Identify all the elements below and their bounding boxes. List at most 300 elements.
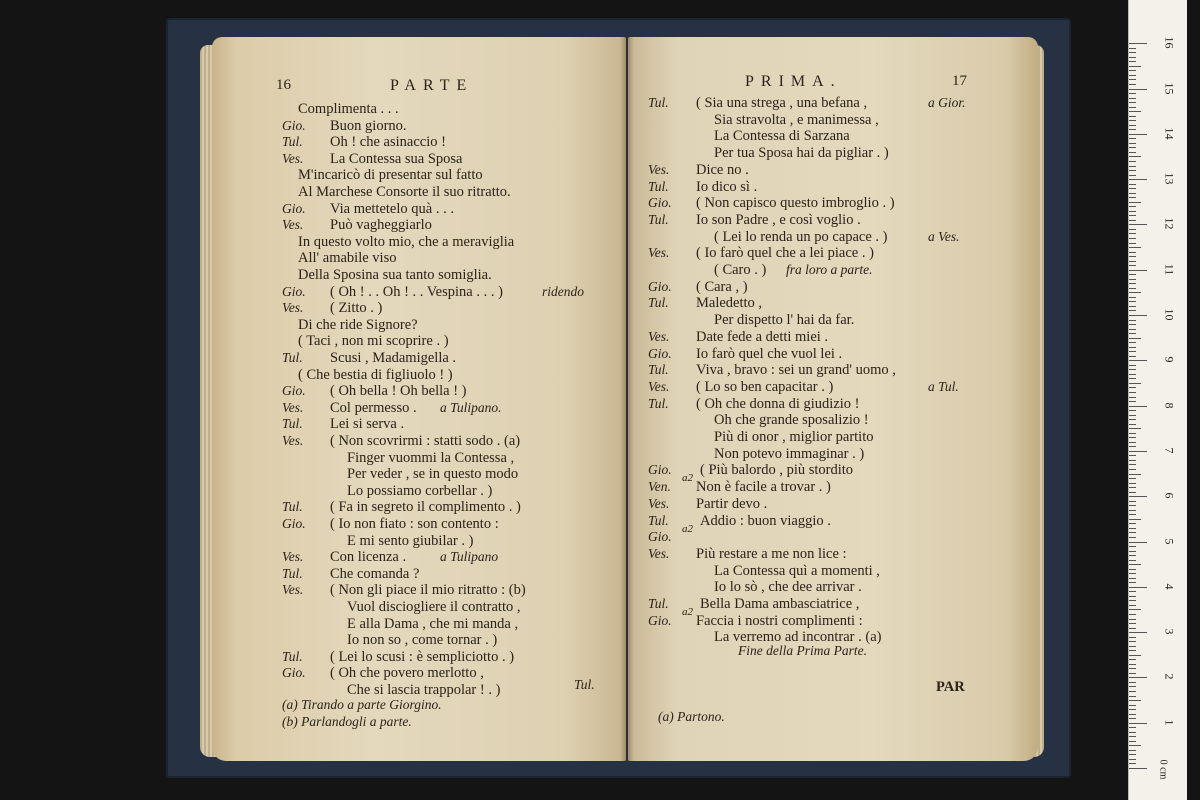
ruler-tick bbox=[1129, 519, 1141, 520]
ruler-tick bbox=[1129, 419, 1136, 420]
speaker-label: Ves. bbox=[648, 495, 670, 511]
ruler-tick bbox=[1129, 628, 1136, 629]
ruler-tick bbox=[1129, 338, 1141, 339]
stage-direction: a Ves. bbox=[928, 228, 960, 244]
ruler-tick bbox=[1129, 510, 1136, 511]
verse-line: Faccia i nostri complimenti : bbox=[696, 612, 863, 629]
ruler-tick bbox=[1129, 664, 1136, 665]
ruler-tick bbox=[1129, 383, 1141, 384]
verse-line: Io son Padre , e così voglio . bbox=[696, 211, 861, 228]
ruler-tick bbox=[1129, 283, 1136, 284]
speaker-label: Ven. bbox=[648, 479, 671, 495]
ruler-tick bbox=[1129, 505, 1136, 506]
speaker-label: Gio. bbox=[648, 278, 672, 294]
ruler-tick bbox=[1129, 487, 1136, 488]
ruler-tick bbox=[1129, 754, 1136, 755]
verse-line: ( Oh che donna di giudizio ! bbox=[696, 395, 860, 412]
ruler-tick bbox=[1129, 768, 1147, 769]
ruler-number: 5 bbox=[1162, 538, 1177, 544]
ruler-tick bbox=[1129, 48, 1136, 49]
ruler-tick bbox=[1129, 623, 1136, 624]
ruler-tick bbox=[1129, 279, 1136, 280]
ruler-tick bbox=[1129, 297, 1136, 298]
speaker-label: Tul. bbox=[648, 211, 669, 227]
speaker-label: Tul. bbox=[648, 95, 669, 110]
ruler-tick bbox=[1129, 523, 1136, 524]
ruler-tick bbox=[1129, 333, 1136, 334]
ruler-tick bbox=[1129, 238, 1136, 239]
running-header-left: PARTE bbox=[390, 77, 474, 94]
verse-line: Per dispetto l' hai da far. bbox=[714, 312, 855, 329]
speaker-label: Tul. bbox=[282, 648, 303, 664]
ruler-tick bbox=[1129, 619, 1136, 620]
ruler-tick bbox=[1129, 700, 1141, 701]
verse-line: ( Lei lo scusi : è sempliciotto . ) bbox=[330, 648, 515, 665]
ruler-number: 11 bbox=[1162, 263, 1177, 275]
ruler-tick bbox=[1129, 677, 1147, 678]
ruler-tick bbox=[1129, 116, 1136, 117]
verse-line: ( Oh bella ! Oh bella ! ) bbox=[330, 383, 467, 400]
ruler-tick bbox=[1129, 655, 1141, 656]
ruler-tick bbox=[1129, 659, 1136, 660]
ruler-tick bbox=[1129, 641, 1136, 642]
speaker-label: Ves. bbox=[282, 150, 304, 166]
verse-line: ( Cara , ) bbox=[696, 278, 748, 295]
ruler-tick bbox=[1129, 107, 1136, 108]
speaker-label: Ves. bbox=[648, 545, 670, 561]
ruler-number: 6 bbox=[1162, 492, 1177, 499]
ruler-tick bbox=[1129, 79, 1136, 80]
verse-line: Può vagheggiarlo bbox=[330, 217, 432, 234]
verse-line: Di che ride Signore? bbox=[298, 316, 418, 333]
ruler-tick bbox=[1129, 668, 1136, 669]
ruler-tick bbox=[1129, 365, 1136, 366]
ruler-tick bbox=[1129, 555, 1136, 556]
ruler-tick bbox=[1129, 175, 1136, 176]
ruler-tick bbox=[1129, 356, 1136, 357]
ruler-number: 1 bbox=[1162, 719, 1177, 726]
ruler-tick bbox=[1129, 270, 1147, 271]
speaker-label: Ves. bbox=[282, 549, 304, 565]
ruler-tick bbox=[1129, 691, 1136, 692]
ruler-tick bbox=[1129, 70, 1136, 71]
ruler-tick bbox=[1129, 727, 1136, 728]
verse-line: Bella Dama ambasciatrice , bbox=[700, 596, 860, 612]
ruler-tick bbox=[1129, 229, 1136, 230]
ruler-tick bbox=[1129, 143, 1136, 144]
verse-line: Della Sposina sua tanto somiglia. bbox=[298, 267, 492, 283]
verse-line: Sia stravolta , e manimessa , bbox=[714, 111, 879, 128]
a2-marker: a2 bbox=[682, 606, 693, 618]
speaker-label: Gio. bbox=[648, 529, 672, 545]
ruler-tick bbox=[1129, 170, 1136, 171]
ruler-tick bbox=[1129, 528, 1136, 529]
ruler-tick bbox=[1129, 433, 1136, 434]
ruler-tick bbox=[1129, 406, 1147, 407]
ruler-tick bbox=[1129, 397, 1136, 398]
speaker-label: Ves. bbox=[282, 217, 304, 233]
ruler-tick bbox=[1129, 215, 1136, 216]
ruler-tick bbox=[1129, 646, 1136, 647]
ruler-tick bbox=[1129, 252, 1136, 253]
stage-direction: a Gior. bbox=[928, 95, 966, 110]
verse-line: Finger vuommi la Contessa , bbox=[347, 449, 515, 466]
speaker-label: Gio. bbox=[648, 612, 672, 628]
verse-line: ( Caro . ) bbox=[714, 262, 767, 278]
page-number-left: 16 bbox=[276, 77, 291, 93]
ruler-tick bbox=[1129, 474, 1141, 475]
ruler-tick bbox=[1129, 451, 1147, 452]
verse-line: ( Io non fiato : son contento : bbox=[330, 516, 499, 532]
ruler-tick bbox=[1129, 292, 1141, 293]
speaker-label: Ves. bbox=[282, 300, 304, 316]
ruler-number: 9 bbox=[1162, 356, 1177, 363]
verse-line: ( Io farò quel che a lei piace . ) bbox=[696, 245, 874, 262]
speaker-label: Gio. bbox=[282, 516, 306, 531]
speaker-label: Ves. bbox=[282, 433, 304, 448]
verse-line: ( Più balordo , più stordito bbox=[700, 462, 854, 479]
speaker-label: Ves. bbox=[648, 161, 670, 177]
ruler-tick bbox=[1129, 582, 1136, 583]
ruler-tick bbox=[1129, 478, 1136, 479]
ruler-tick bbox=[1129, 469, 1136, 470]
ruler-tick bbox=[1129, 537, 1136, 538]
ruler-number: 10 bbox=[1162, 308, 1177, 321]
speaker-label: Ves. bbox=[282, 399, 304, 415]
ruler-tick bbox=[1129, 542, 1147, 543]
ruler-tick bbox=[1129, 206, 1136, 207]
ruler-number: 7 bbox=[1162, 447, 1177, 454]
ruler-tick bbox=[1129, 387, 1136, 388]
speaker-label: Tul. bbox=[282, 134, 303, 150]
ruler-tick bbox=[1129, 705, 1136, 706]
ruler-tick bbox=[1129, 401, 1136, 402]
verse-line: Maledetto , bbox=[696, 295, 763, 312]
ruler-tick bbox=[1129, 682, 1136, 683]
ruler-tick bbox=[1129, 61, 1136, 62]
verse-line: Per veder , se in questo modo bbox=[347, 466, 519, 483]
footnote: (a) Partono. bbox=[658, 709, 725, 724]
ruler-tick bbox=[1129, 111, 1141, 112]
verse-line: Viva , bravo : sei un grand' uomo , bbox=[696, 362, 896, 379]
ruler-tick bbox=[1129, 587, 1147, 588]
speaker-label: Ves. bbox=[282, 582, 304, 598]
ruler-tick bbox=[1129, 437, 1136, 438]
ruler-tick bbox=[1129, 732, 1136, 733]
verse-line: ( Oh che povero merlotto , bbox=[330, 665, 484, 682]
ruler-tick bbox=[1129, 315, 1147, 316]
speaker-label: Gio. bbox=[282, 283, 306, 299]
ruler-number: 16 bbox=[1162, 36, 1177, 49]
end-of-part: Fine della Prima Parte. bbox=[738, 643, 867, 658]
ruler-tick bbox=[1129, 125, 1136, 126]
ruler-tick bbox=[1129, 256, 1136, 257]
ruler-tick bbox=[1129, 261, 1136, 262]
verse-line: Che comanda ? bbox=[330, 565, 420, 582]
verse-line: Lei si serva . bbox=[330, 416, 405, 433]
ruler-tick bbox=[1129, 288, 1136, 289]
ruler-tick bbox=[1129, 342, 1136, 343]
footnote: (b) Parlandogli a parte. bbox=[282, 714, 412, 729]
ruler-tick bbox=[1129, 188, 1136, 189]
speaker-label: Tul. bbox=[282, 565, 303, 581]
ruler-tick bbox=[1129, 179, 1147, 180]
ruler-tick bbox=[1129, 609, 1141, 610]
ruler-tick bbox=[1129, 306, 1136, 307]
ruler-number: 12 bbox=[1162, 217, 1177, 230]
speaker-label: Gio. bbox=[648, 345, 672, 361]
ruler-tick bbox=[1129, 736, 1136, 737]
catchword: Tul. bbox=[574, 677, 595, 692]
ruler-tick bbox=[1129, 514, 1136, 515]
ruler-tick bbox=[1129, 750, 1136, 751]
stage-direction: a Tul. bbox=[928, 378, 959, 394]
ruler-tick bbox=[1129, 369, 1136, 370]
verse-line: ( Lo so ben capacitar . ) bbox=[696, 378, 834, 395]
ruler-tick bbox=[1129, 193, 1136, 194]
ruler-tick bbox=[1129, 138, 1136, 139]
ruler-number: 14 bbox=[1162, 127, 1177, 140]
footnote: (a) Tirando a parte Giorgino. bbox=[282, 697, 442, 712]
verse-line: Io farò quel che vuol lei . bbox=[696, 345, 843, 362]
verse-line: E mi sento giubilar . ) bbox=[347, 532, 474, 549]
verse-line: Non potevo immaginar . ) bbox=[714, 445, 865, 462]
verse-line: Non è facile a trovar . ) bbox=[696, 479, 831, 496]
ruler-tick bbox=[1129, 446, 1136, 447]
ruler-tick bbox=[1129, 274, 1136, 275]
ruler-tick bbox=[1129, 310, 1136, 311]
verse-line: Per tua Sposa hai da pigliar . ) bbox=[714, 145, 889, 162]
book-gutter bbox=[620, 37, 634, 761]
ruler-tick bbox=[1129, 686, 1136, 687]
ruler-number: 8 bbox=[1162, 402, 1177, 409]
ruler-tick bbox=[1129, 696, 1136, 697]
verse-line: Partir devo . bbox=[696, 495, 768, 512]
ruler-tick bbox=[1129, 202, 1141, 203]
ruler-tick bbox=[1129, 243, 1136, 244]
ruler-tick bbox=[1129, 455, 1136, 456]
ruler-tick bbox=[1129, 98, 1136, 99]
ruler-tick bbox=[1129, 741, 1136, 742]
ruler-tick bbox=[1129, 492, 1136, 493]
ruler-tick bbox=[1129, 156, 1141, 157]
ruler-tick bbox=[1129, 578, 1136, 579]
ruler-tick bbox=[1129, 301, 1136, 302]
ruler-tick bbox=[1129, 605, 1136, 606]
running-header-right: PRIMA. bbox=[745, 73, 842, 90]
ruler-tick bbox=[1129, 378, 1136, 379]
verse-line: ( Zitto . ) bbox=[330, 300, 383, 317]
ruler-tick bbox=[1129, 320, 1136, 321]
ruler-tick bbox=[1129, 650, 1136, 651]
verse-line: Con licenza . bbox=[330, 549, 407, 566]
verse-line: Lo possiamo corbellar . ) bbox=[347, 482, 493, 499]
ruler-tick bbox=[1129, 211, 1136, 212]
ruler-tick bbox=[1129, 392, 1136, 393]
speaker-label: Tul. bbox=[648, 295, 669, 311]
verse-line: Addio : buon viaggio . bbox=[700, 512, 831, 529]
verse-line: Buon giorno. bbox=[330, 117, 407, 134]
verse-line: Via mettetelo quà . . . bbox=[330, 200, 454, 217]
speaker-label: Tul. bbox=[648, 362, 669, 378]
ruler-tick bbox=[1129, 709, 1136, 710]
verse-line: ( Fa in segreto il complimento . ) bbox=[330, 499, 521, 516]
verse-line: Dice no . bbox=[696, 161, 749, 178]
a2-marker: a2 bbox=[682, 522, 693, 535]
ruler-tick bbox=[1129, 596, 1136, 597]
ruler-tick bbox=[1129, 102, 1136, 103]
speaker-label: Tul. bbox=[282, 416, 303, 432]
ruler-tick bbox=[1129, 532, 1136, 533]
ruler-tick bbox=[1129, 759, 1136, 760]
speaker-label: Gio. bbox=[648, 195, 672, 211]
ruler-tick bbox=[1129, 483, 1136, 484]
ruler-tick bbox=[1129, 233, 1136, 234]
verse-line: In questo volto mio, che a meraviglia bbox=[298, 233, 515, 250]
a2-marker: a2 bbox=[682, 472, 693, 485]
verse-line: Io lo sò , che dee arrivar . bbox=[714, 579, 862, 596]
ruler-tick bbox=[1129, 600, 1136, 601]
ruler-tick bbox=[1129, 745, 1141, 746]
ruler-tick bbox=[1129, 501, 1136, 502]
verse-line: Più restare a me non lice : bbox=[696, 545, 847, 562]
verse-line: Che si lascia trappolar ! . ) bbox=[347, 682, 501, 698]
ruler-tick bbox=[1129, 551, 1136, 552]
verse-line: Io dico sì . bbox=[696, 178, 758, 195]
verse-line: Date fede a detti miei . bbox=[696, 328, 829, 345]
verse-line: ( Oh ! . . Oh ! . . Vespina . . . ) bbox=[330, 283, 503, 300]
ruler-tick bbox=[1129, 166, 1136, 167]
verse-line: Al Marchese Consorte il suo ritratto. bbox=[298, 184, 511, 200]
ruler-tick bbox=[1129, 637, 1136, 638]
ruler-tick bbox=[1129, 197, 1136, 198]
verse-line: ( Lei lo renda un po capace . ) bbox=[714, 228, 888, 245]
verse-line: ( Non gli piace il mio ritratto : (b) bbox=[330, 582, 526, 599]
ruler-tick bbox=[1129, 460, 1136, 461]
verse-line: ( Non scovrirmi : statti sodo . (a) bbox=[330, 433, 521, 449]
verse-line: La Contessa quì a momenti , bbox=[714, 562, 880, 579]
verse-line: Col permesso . bbox=[330, 399, 417, 416]
speaker-label: Gio. bbox=[648, 462, 672, 478]
ruler-tick bbox=[1129, 324, 1136, 325]
speaker-label: Gio. bbox=[282, 117, 306, 133]
verse-line: Vuol disciogliere il contratto , bbox=[347, 599, 521, 615]
ruler-tick bbox=[1129, 134, 1147, 135]
verse-line: ( Sia una strega , una befana , bbox=[696, 95, 868, 111]
ruler-tick bbox=[1129, 247, 1141, 248]
ruler-tick bbox=[1129, 84, 1136, 85]
stage-direction: ridendo bbox=[542, 283, 584, 299]
ruler-tick bbox=[1129, 464, 1136, 465]
verse-line: Oh che grande sposalizio ! bbox=[714, 412, 869, 429]
left-page bbox=[212, 37, 626, 761]
ruler-tick bbox=[1129, 374, 1136, 375]
verse-line: ( Non capisco questo imbroglio . ) bbox=[696, 195, 895, 212]
ruler-tick bbox=[1129, 415, 1136, 416]
ruler-tick bbox=[1129, 428, 1141, 429]
ruler-tick bbox=[1129, 723, 1147, 724]
speaker-label: Tul. bbox=[648, 178, 669, 194]
verse-line: La verremo ad incontrar . (a) bbox=[714, 629, 882, 646]
speaker-label: Tul. bbox=[648, 596, 669, 611]
ruler-tick bbox=[1129, 347, 1136, 348]
ruler-tick bbox=[1129, 161, 1136, 162]
ruler-number: 15 bbox=[1162, 82, 1177, 94]
ruler-tick bbox=[1129, 673, 1136, 674]
ruler-number: 13 bbox=[1162, 172, 1177, 185]
ruler-tick bbox=[1129, 591, 1136, 592]
measuring-ruler bbox=[1128, 0, 1187, 800]
ruler-tick bbox=[1129, 714, 1136, 715]
verse-line: E alla Dama , che mi manda , bbox=[347, 615, 519, 632]
ruler-tick bbox=[1129, 52, 1136, 53]
verse-line: La Contessa sua Sposa bbox=[330, 150, 463, 167]
speaker-label: Tul. bbox=[282, 499, 303, 515]
ruler-tick bbox=[1129, 184, 1136, 185]
ruler-tick bbox=[1129, 89, 1147, 90]
verse-line: M'incaricò di presentar sul fatto bbox=[298, 167, 483, 184]
ruler-tick bbox=[1129, 564, 1141, 565]
ruler-tick bbox=[1129, 147, 1136, 148]
speaker-label: Gio. bbox=[282, 383, 306, 399]
speaker-label: Tul. bbox=[282, 350, 303, 365]
ruler-tick bbox=[1129, 569, 1136, 570]
speaker-label: Ves. bbox=[648, 245, 670, 261]
verse-line: Più di onor , miglior partito bbox=[714, 429, 874, 445]
ruler-tick bbox=[1129, 360, 1147, 361]
ruler-tick bbox=[1129, 546, 1136, 547]
ruler-tick bbox=[1129, 424, 1136, 425]
ruler-tick bbox=[1129, 66, 1141, 67]
ruler-number: 4 bbox=[1162, 583, 1177, 590]
speaker-label: Ves. bbox=[648, 378, 670, 394]
ruler-tick bbox=[1129, 129, 1136, 130]
ruler-tick bbox=[1129, 75, 1136, 76]
ruler-tick bbox=[1129, 560, 1136, 561]
stage-direction: fra loro a parte. bbox=[786, 262, 873, 277]
verse-line: Scusi , Madamigella . bbox=[330, 350, 457, 366]
ruler-tick bbox=[1129, 614, 1136, 615]
ruler-tick bbox=[1129, 410, 1136, 411]
ruler-tick bbox=[1129, 496, 1147, 497]
ruler-tick bbox=[1129, 632, 1147, 633]
ruler-tick bbox=[1129, 120, 1136, 121]
ruler-number: 2 bbox=[1162, 673, 1177, 680]
speaker-label: Ves. bbox=[648, 328, 670, 344]
verse-line: La Contessa di Sarzana bbox=[714, 128, 850, 145]
verse-line: All' amabile viso bbox=[298, 250, 397, 267]
ruler-tick bbox=[1129, 573, 1136, 574]
ruler-tick bbox=[1129, 763, 1136, 764]
speaker-label: Tul. bbox=[648, 512, 669, 528]
ruler-tick bbox=[1129, 351, 1136, 352]
ruler-tick bbox=[1129, 57, 1136, 58]
ruler-tick bbox=[1129, 220, 1136, 221]
ruler-tick bbox=[1129, 43, 1147, 44]
ruler-tick bbox=[1129, 329, 1136, 330]
ruler-tick bbox=[1129, 224, 1147, 225]
speaker-label: Tul. bbox=[648, 395, 669, 411]
ruler-unit-label: 0 cm bbox=[1157, 759, 1169, 780]
verse-line: Complimenta . . . bbox=[298, 101, 399, 117]
stage-direction: a Tulipano. bbox=[440, 399, 502, 415]
right-page bbox=[628, 37, 1038, 761]
verse-line: Oh ! che asinaccio ! bbox=[330, 134, 446, 151]
verse-line: ( Che bestia di figliuolo ! ) bbox=[298, 366, 453, 383]
stage-direction: a Tulipano bbox=[440, 549, 499, 565]
speaker-label: Gio. bbox=[282, 200, 306, 216]
speaker-label: Gio. bbox=[282, 665, 306, 681]
